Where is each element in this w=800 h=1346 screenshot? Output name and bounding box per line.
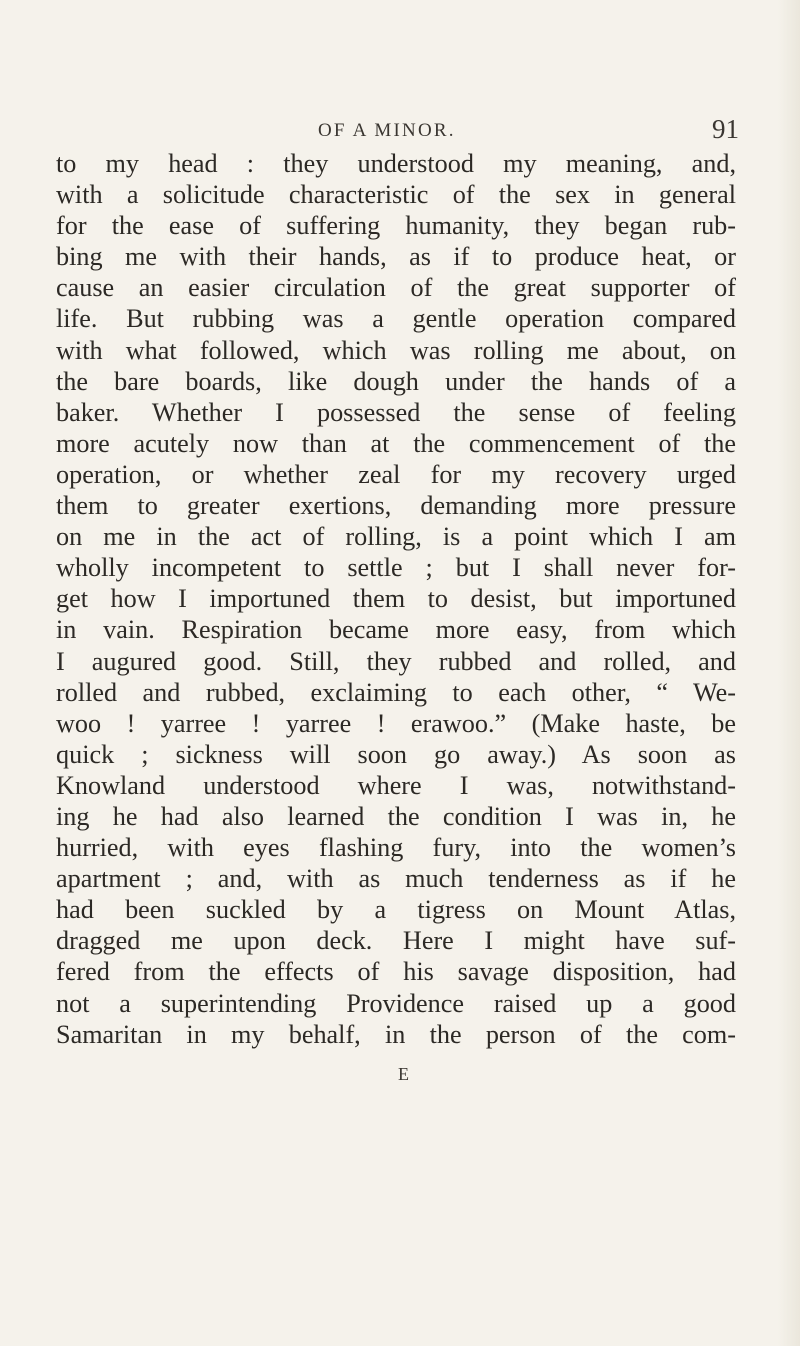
- body-text: [56, 148, 736, 1050]
- text-line: more acutely now than at the commencement of the: [56, 428, 736, 458]
- text-line: bing me with their hands, as if to produce heat, or: [56, 242, 736, 272]
- text-line: Knowland understood where I was, notwithstand-: [56, 770, 736, 800]
- text-line: had been suckled by a tigress on Mount Atlas,: [56, 895, 736, 925]
- page-edge-shading: [778, 0, 800, 1346]
- text-line: in vain. Respiration became more easy, from which: [56, 615, 736, 645]
- text-line: Samaritan in my behalf, in the person of the com-: [56, 1019, 736, 1049]
- text-line: not a superintending Providence raised up a good: [56, 988, 736, 1018]
- text-line: with a solicitude characteristic of the sex in general: [56, 180, 736, 210]
- text-line: get how I importuned them to desist, but importuned: [56, 584, 736, 614]
- running-header: [0, 114, 800, 144]
- text-line: hurried, with eyes flashing fury, into the women’s: [56, 833, 736, 863]
- text-line: with what followed, which was rolling me about, on: [56, 335, 736, 365]
- signature-mark: E: [398, 1064, 409, 1084]
- text-line: ing he had also learned the condition I was in, he: [56, 801, 736, 831]
- text-line: life. But rubbing was a gentle operation compared: [56, 304, 736, 334]
- text-line: cause an easier circulation of the great supporter of: [56, 273, 736, 303]
- text-line: I augured good. Still, they rubbed and rolled, and: [56, 646, 736, 676]
- text-line: rolled and rubbed, exclaiming to each other, “ We-: [56, 677, 736, 707]
- text-line: the bare boards, like dough under the hands of a: [56, 366, 736, 396]
- text-line: for the ease of suffering humanity, they began rub-: [56, 211, 736, 241]
- text-line: operation, or whether zeal for my recovery urged: [56, 459, 736, 489]
- text-line: them to greater exertions, demanding more pressure: [56, 491, 736, 521]
- text-line: baker. Whether I possessed the sense of feeling: [56, 397, 736, 427]
- text-line: to my head : they understood my meaning, and,: [56, 149, 736, 178]
- text-line: apartment ; and, with as much tenderness as if he: [56, 864, 736, 894]
- running-title: OF A MINOR.: [318, 120, 456, 141]
- text-line: on me in the act of rolling, is a point which I am: [56, 522, 736, 552]
- text-line: quick ; sickness will soon go away.) As soon as: [56, 739, 736, 769]
- page-number: 91: [712, 114, 739, 144]
- text-line: dragged me upon deck. Here I might have suf-: [56, 926, 736, 956]
- text-line: fered from the effects of his savage disposition, had: [56, 957, 736, 987]
- text-line: wholly incompetent to settle ; but I shall never for-: [56, 553, 736, 583]
- text-line: woo ! yarree ! yarree ! erawoo.” (Make haste, be: [56, 708, 736, 738]
